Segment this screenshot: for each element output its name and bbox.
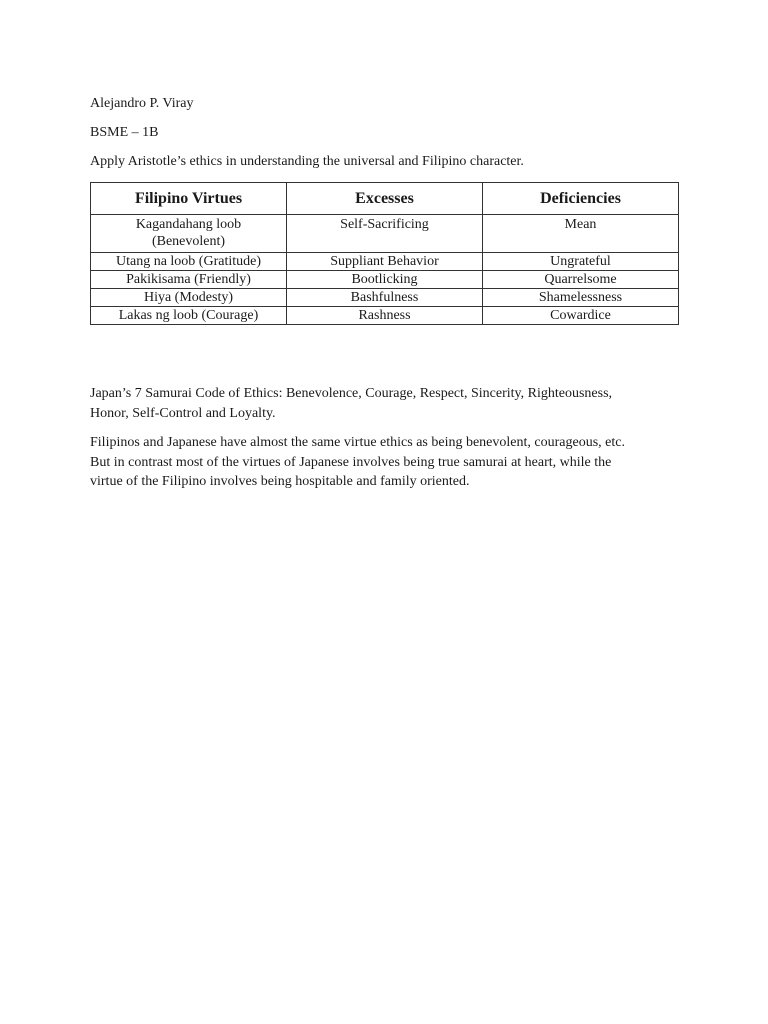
virtue-cell: Hiya (Modesty) bbox=[91, 289, 287, 307]
virtue-cell: Utang na loob (Gratitude) bbox=[91, 253, 287, 271]
course-section: BSME – 1B bbox=[90, 125, 159, 140]
excess-cell: Suppliant Behavior bbox=[287, 253, 483, 271]
virtues-table bbox=[90, 182, 679, 325]
excess-cell: Rashness bbox=[287, 307, 483, 325]
virtue-cell: Pakikisama (Friendly) bbox=[91, 271, 287, 289]
deficiency-cell: Ungrateful bbox=[483, 253, 679, 271]
deficiency-cell: Mean bbox=[483, 215, 679, 253]
paragraph-line: Honor, Self-Control and Loyalty. bbox=[90, 405, 276, 421]
samurai-code-paragraph bbox=[90, 384, 680, 423]
excess-cell: Bootlicking bbox=[287, 271, 483, 289]
author-name: Alejandro P. Viray bbox=[90, 96, 194, 111]
paragraph-line: Filipinos and Japanese have almost the same virtue ethics as being benevolent, courageous, etc. bbox=[90, 435, 625, 450]
comparison-paragraph bbox=[90, 433, 680, 492]
table-row bbox=[91, 271, 679, 289]
excess-cell: Bashfulness bbox=[287, 289, 483, 307]
paragraph-line: But in contrast most of the virtues of Japanese involves being true samurai at heart, while the bbox=[90, 454, 612, 470]
excess-cell: Self-Sacrificing bbox=[287, 215, 483, 253]
deficiency-cell: Quarrelsome bbox=[483, 271, 679, 289]
deficiency-cell: Cowardice bbox=[483, 307, 679, 325]
table-header-row bbox=[91, 183, 679, 215]
column-header-excesses: Excesses bbox=[287, 183, 483, 215]
paragraph-line: Japan’s 7 Samurai Code of Ethics: Benevolence, Courage, Respect, Sincerity, Righteousness, bbox=[90, 386, 613, 401]
table-row bbox=[91, 289, 679, 307]
assignment-prompt: Apply Aristotle’s ethics in understanding the universal and Filipino character. bbox=[90, 154, 524, 169]
table-row bbox=[91, 307, 679, 325]
deficiency-cell: Shamelessness bbox=[483, 289, 679, 307]
virtue-line: (Benevolent) bbox=[151, 234, 226, 249]
column-header-virtues: Filipino Virtues bbox=[91, 183, 287, 215]
paragraph-line: virtue of the Filipino involves being hospitable and family oriented. bbox=[90, 474, 470, 489]
virtue-line: Kagandahang loob bbox=[135, 217, 242, 232]
table-row bbox=[91, 215, 679, 253]
virtue-cell: Lakas ng loob (Courage) bbox=[91, 307, 287, 325]
virtue-cell bbox=[91, 215, 287, 253]
table-row bbox=[91, 253, 679, 271]
column-header-deficiencies: Deficiencies bbox=[483, 183, 679, 215]
